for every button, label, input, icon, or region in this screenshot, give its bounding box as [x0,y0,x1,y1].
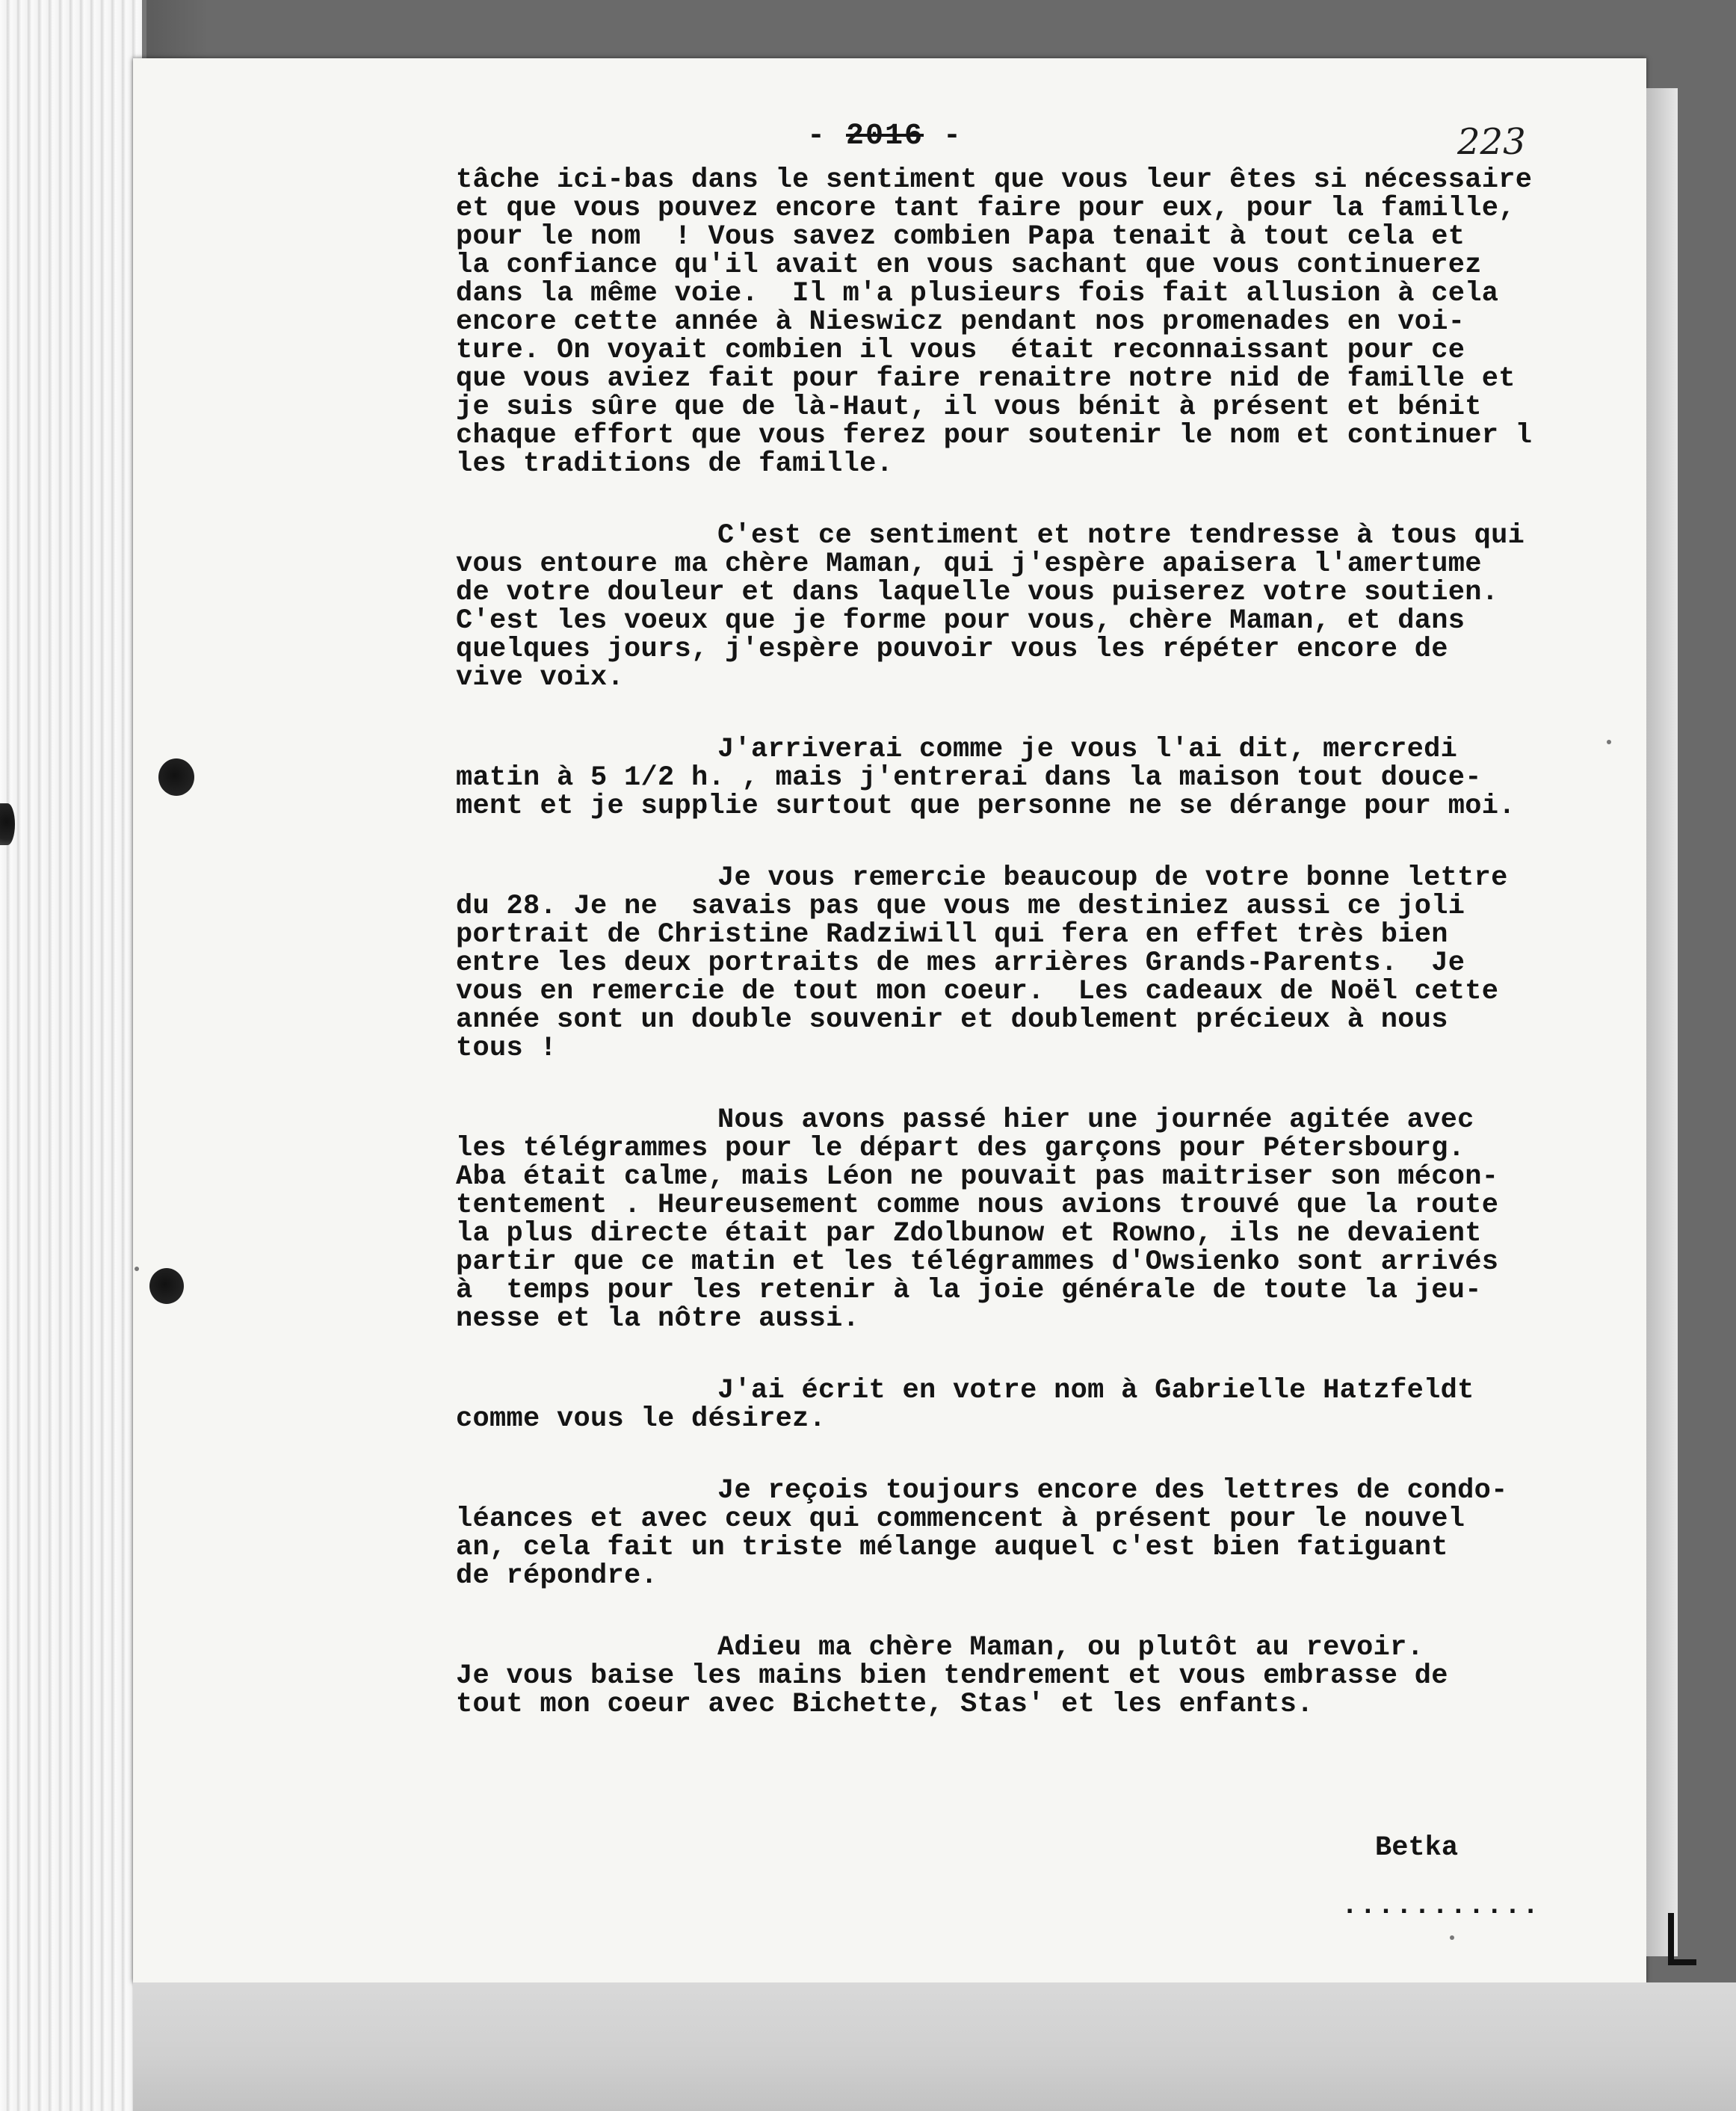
text-line: de répondre. [456,1560,658,1592]
paragraph-gap [456,1063,1659,1106]
text-line: pour le nom ! Vous savez combien Papa tenait à tout cela et [456,221,1465,253]
text-line: tâche ici-bas dans le sentiment que vous leur êtes si nécessaire [456,164,1533,196]
text-line: chaque effort que vous ferez pour soutenir le nom et continuer l [456,420,1533,451]
text-line: J'arriverai comme je vous l'ai dit, mercredi [717,734,1458,765]
punch-hole-edge [0,803,15,845]
letter-paragraph [456,1106,1659,1333]
letter-paragraph [456,1634,1659,1719]
paragraph-gap [456,1333,1659,1376]
text-line: la confiance qu'il avait en vous sachant que vous continuerez [456,250,1482,281]
text-line: que vous aviez fait pour faire renaitre notre nid de famille et [456,363,1516,395]
text-line: de votre douleur et dans laquelle vous puiserez votre soutien. [456,577,1499,608]
text-line: matin à 5 1/2 h. , mais j'entrerai dans la maison tout douce- [456,762,1482,794]
text-line: ment et je supplie surtout que personne ne se dérange pour moi. [456,791,1516,822]
punch-hole-bottom [149,1268,184,1304]
text-line: léances et avec ceux qui commencent à présent pour le nouvel [456,1503,1465,1535]
punch-hole-top [158,758,194,796]
text-line: les télégrammes pour le départ des garçons pour Pétersbourg. [456,1133,1465,1164]
letter-paragraph [456,166,1659,478]
text-line: vive voix. [456,662,625,693]
text-line: encore cette année à Nieswicz pendant nos promenades en voi- [456,306,1465,338]
text-line: du 28. Je ne savais pas que vous me destiniez aussi ce joli [456,891,1465,922]
text-line: tout mon coeur avec Bichette, Stas' et les enfants. [456,1689,1314,1720]
text-line: entre les deux portraits de mes arrières Grands-Parents. Je [456,948,1465,979]
text-line: Je vous baise les mains bien tendrement et vous embrasse de [456,1660,1448,1692]
text-line: comme vous le désirez. [456,1403,827,1435]
text-line: vous entoure ma chère Maman, qui j'espère apaisera l'amertume [456,548,1482,580]
text-line: an, cela fait un triste mélange auquel c'est bien fatiguant [456,1532,1448,1563]
text-line: C'est ce sentiment et notre tendresse à tous qui [717,520,1525,551]
text-line: vous en remercie de tout mon coeur. Les cadeaux de Noël cette [456,976,1499,1007]
signature-dots: ........... [1341,1891,1541,1922]
letter-paragraph [456,1376,1659,1433]
page-label-suffix: - [924,120,963,153]
page-header [807,120,963,153]
text-line: les traditions de famille. [456,448,894,480]
text-line: quelques jours, j'espère pouvoir vous les répéter encore de [456,634,1448,665]
text-line: nesse et la nôtre aussi. [456,1303,860,1335]
text-line: tentement . Heureusement comme nous avions trouvé que la route [456,1190,1499,1221]
letter-paragraph [456,522,1659,692]
text-line: année sont un double souvenir et doublement précieux à nous [456,1004,1448,1036]
letter-paragraph [456,735,1659,820]
text-line: et que vous pouvez encore tant faire pour eux, pour la famille, [456,193,1516,224]
letter-paragraph [456,864,1659,1063]
paragraph-gap [456,820,1659,864]
corner-bracket-mark [1668,1913,1696,1965]
text-line: ture. On voyait combien il vous était reconnaissant pour ce [456,335,1465,366]
text-line: C'est les voeux que je forme pour vous, chère Maman, et dans [456,605,1465,637]
paragraph-gap [456,478,1659,522]
signature: Betka [1375,1832,1459,1864]
paragraph-gap [456,692,1659,735]
letter-body [456,166,1659,1719]
text-line: Aba était calme, mais Léon ne pouvait pas maitriser son mécon- [456,1161,1499,1193]
text-line: tous ! [456,1033,557,1064]
text-line: Je vous remercie beaucoup de votre bonne lettre [717,862,1508,894]
text-line: partir que ce matin et les télégrammes d'Owsienko sont arrivés [456,1246,1499,1278]
text-line: Adieu ma chère Maman, ou plutôt au revoir. [717,1632,1424,1663]
text-line: je suis sûre que de là-Haut, il vous bénit à présent et bénit [456,392,1482,423]
page-label-prefix: - [807,120,847,153]
text-line: Nous avons passé hier une journée agitée avec [717,1104,1474,1136]
text-line: Je reçois toujours encore des lettres de condo- [717,1475,1508,1506]
handwritten-page-number: 223 [1457,121,1526,163]
paragraph-gap [456,1433,1659,1477]
typed-page-number: 2016 [846,120,924,153]
letter-paragraph [456,1477,1659,1590]
text-line: J'ai écrit en votre nom à Gabrielle Hatzfeldt [717,1375,1474,1406]
text-line: à temps pour les retenir à la joie générale de toute la jeu- [456,1275,1482,1306]
text-line: portrait de Christine Radziwill qui fera en effet très bien [456,919,1448,951]
paragraph-gap [456,1590,1659,1634]
text-line: dans la même voie. Il m'a plusieurs fois fait allusion à cela [456,278,1499,309]
stacked-pages-edge [0,0,144,2111]
text-line: la plus directe était par Zdolbunow et Rowno, ils ne devaient [456,1218,1482,1249]
speck-mark [1450,1935,1454,1940]
scanner-bottom-strip [133,1982,1736,2111]
speck-mark [135,1267,139,1271]
